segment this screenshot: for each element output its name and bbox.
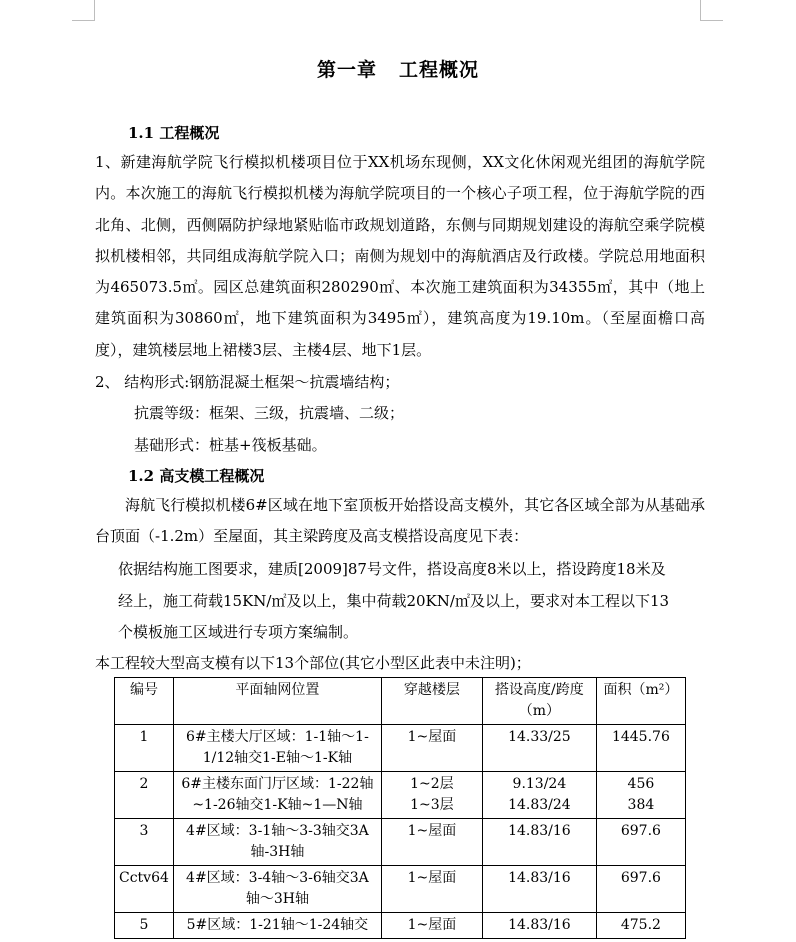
table-header-row <box>115 678 686 725</box>
cell-height-span: 9.13/24 14.83/24 <box>482 772 596 819</box>
basis-line-3: 个模板施工区域进行专项方案编制。 <box>118 623 359 641</box>
cell-number: 2 <box>115 772 174 819</box>
table-intro: 本工程较大型高支模有以下13个部位(其它小型区此表中未注明)； <box>95 654 531 672</box>
table-row <box>115 725 686 772</box>
section-1-2-heading: 1.2 高支模工程概况 <box>128 467 265 485</box>
seismic-grade-line: 抗震等级：框架、三级，抗震墙、二级； <box>134 404 405 422</box>
table-row <box>115 819 686 866</box>
foundation-form-line: 基础形式：桩基+筏板基础。 <box>134 436 327 454</box>
table-header-cell: 面积（m²） <box>596 678 685 725</box>
cell-number: Cctv64 <box>115 866 174 913</box>
cell-height-span: 14.83/16 <box>482 866 596 913</box>
section-1-1-heading: 1.1 工程概况 <box>128 124 220 142</box>
cell-axis-position: 4#区域：3-4轴～3-6轴交3A轴～3H轴 <box>173 866 381 913</box>
cell-area: 1445.76 <box>596 725 685 772</box>
chapter-title <box>0 55 796 82</box>
section-1-2-paragraph: 海航飞行模拟机楼6#区域在地下室顶板开始搭设高支模外，其它各区域全部为从基础承台顶面（-1.2m）至屋面，其主梁跨度及高支模搭设高度见下表： <box>95 496 705 546</box>
cell-area: 456 384 <box>596 772 685 819</box>
table-header-cell: 编号 <box>115 678 174 725</box>
cell-height-span: 14.83/16 <box>482 913 596 939</box>
cell-axis-position: 5#区域：1-21轴～1-24轴交 <box>173 913 381 939</box>
cell-floors: 1~屋面 <box>381 725 482 772</box>
page-corner-mark-right <box>700 0 723 21</box>
chapter-title-text: 工程概况 <box>399 59 480 81</box>
cell-floors: 1~屋面 <box>381 819 482 866</box>
basis-line-2: 经上，施工荷载15KN/㎡及以上，集中荷载20KN/㎡及以上，要求对本工程以下13 <box>118 592 670 610</box>
cell-floors: 1~屋面 <box>381 913 482 939</box>
cell-height-span: 14.83/16 <box>482 819 596 866</box>
cell-area: 697.6 <box>596 866 685 913</box>
cell-floors: 1~屋面 <box>381 866 482 913</box>
table-row <box>115 772 686 819</box>
cell-area: 475.2 <box>596 913 685 939</box>
table-header-cell: 搭设高度/跨度（m） <box>482 678 596 725</box>
page-corner-mark-left <box>72 0 95 21</box>
cell-axis-position: 6#主楼东面门厅区域：1-22轴~1-26轴交1-K轴~1—N轴 <box>173 772 381 819</box>
table-row <box>115 866 686 913</box>
cell-height-span: 14.33/25 <box>482 725 596 772</box>
section-1-1-paragraph: 1、新建海航学院飞行模拟机楼项目位于XX机场东现侧，XX文化休闲观光组团的海航学院内。本次施工的海航飞行模拟机楼为海航学院项目的一个核心子项工程，位于海航学院的西北角、北侧，西侧隔防护绿地紧贴临市政规划道路，东侧与同期规划建设的海航空乘学院模拟机楼相邻，共同组成海航学院入口；南侧为规划中的海航酒店及行政楼。学院总用地面积为465073.5㎡。园区总建筑面积280290㎡、本次施工建筑面积为34355㎡，其中（地上建筑面积为30860㎡，地下建筑面积为3495㎡），建筑高度为19.10m。（至屋面檐口高度），建筑楼层地上裙楼3层、主楼4层、地下1层。 <box>95 153 705 359</box>
formwork-table <box>114 677 686 939</box>
cell-axis-position: 4#区域：3-1轴～3-3轴交3A轴-3H轴 <box>173 819 381 866</box>
basis-line-1: 依据结构施工图要求，建质[2009]87号文件，搭设高度8米以上，搭设跨度18米及 <box>118 560 666 578</box>
chapter-number: 第一章 <box>316 59 377 81</box>
cell-number: 3 <box>115 819 174 866</box>
table-header-cell: 平面轴网位置 <box>173 678 381 725</box>
cell-number: 1 <box>115 725 174 772</box>
table-row <box>115 913 686 939</box>
cell-number: 5 <box>115 913 174 939</box>
table-header-cell: 穿越楼层 <box>381 678 482 725</box>
cell-floors: 1~2层 1~3层 <box>381 772 482 819</box>
cell-axis-position: 6#主楼大厅区域：1-1轴～1-1/12轴交1-E轴～1-K轴 <box>173 725 381 772</box>
cell-area: 697.6 <box>596 819 685 866</box>
structure-form-line: 2、 结构形式:钢筋混凝土框架～抗震墙结构； <box>95 373 400 391</box>
